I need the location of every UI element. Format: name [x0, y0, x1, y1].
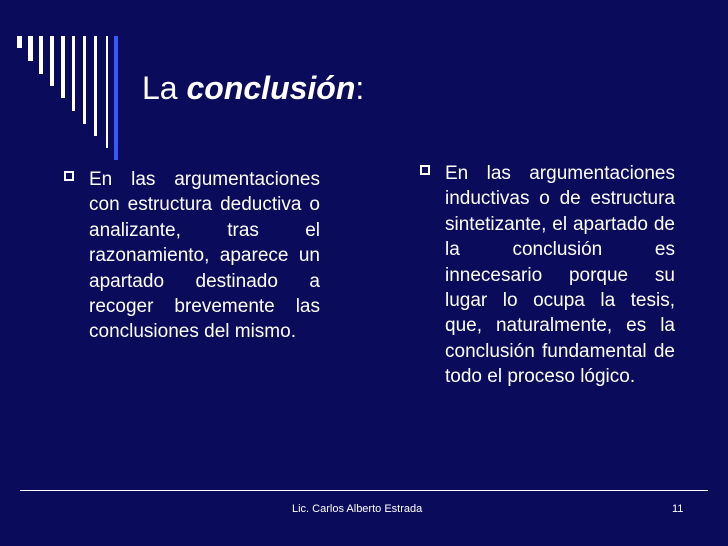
right-bullet-text: En las argumentaciones inductivas o de estructura sintetizante, el apartado de la conclusión es innecesario porque su lugar lo ocupa la tesis, que, naturalmente, es la conclusión fundamental de todo el proceso lógico. — [445, 163, 675, 388]
title-emphasis: conclusión — [186, 70, 356, 106]
stripe-4 — [50, 36, 54, 86]
decorative-stripes — [0, 0, 130, 160]
left-bullet-text: En las argumentaciones con estructura deductiva o analizante, tras el razonamiento, aparece un apartado destinado a recoger brevemente las conclusiones del mismo. — [89, 169, 320, 343]
hollow-square-bullet-icon — [64, 171, 74, 181]
footer-divider — [20, 490, 708, 491]
stripe-6 — [72, 36, 75, 111]
stripe-blue — [114, 36, 118, 160]
title-plain: La — [142, 70, 187, 106]
bullet-item — [64, 167, 320, 345]
footer-author: Lic. Carlos Alberto Estrada — [292, 503, 423, 515]
stripe-9 — [106, 36, 108, 148]
stripe-1 — [17, 36, 22, 48]
page-number: 11 — [672, 503, 684, 515]
left-column — [64, 167, 320, 345]
slide-title — [142, 68, 364, 108]
stripe-3 — [39, 36, 43, 74]
bullet-item — [420, 161, 675, 390]
right-column — [420, 161, 675, 390]
stripe-5 — [61, 36, 65, 98]
stripe-2 — [28, 36, 33, 61]
hollow-square-bullet-icon — [420, 165, 430, 175]
stripe-8 — [94, 36, 97, 136]
stripe-7 — [83, 36, 86, 124]
title-suffix: : — [355, 70, 365, 106]
